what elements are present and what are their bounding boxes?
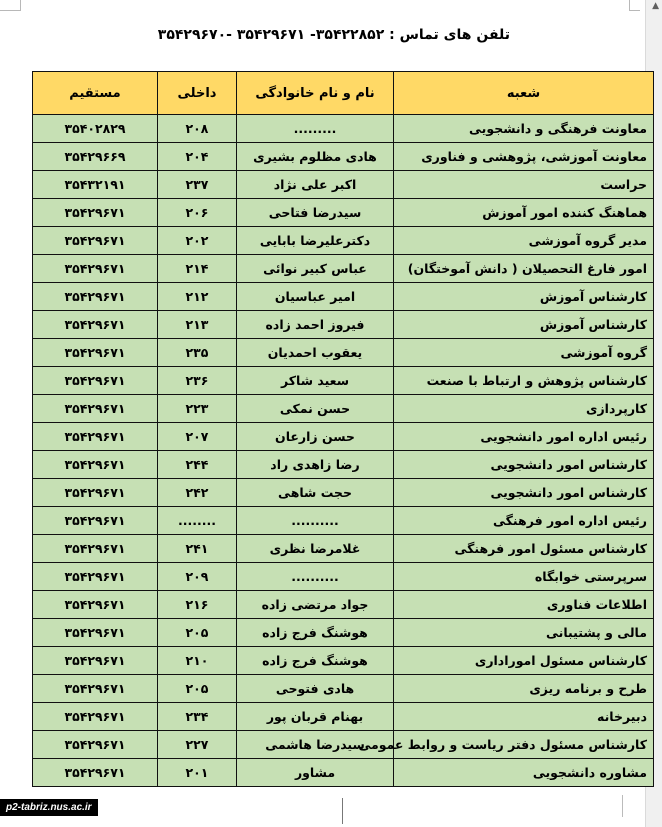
cell-name: امیر عباسیان [237, 283, 394, 311]
cell-department: دبیرخانه [394, 703, 654, 731]
cell-department: کارپردازی [394, 395, 654, 423]
cell-direct: ۳۵۴۲۹۶۷۱ [33, 535, 158, 563]
cell-name: یعقوب احمدیان [237, 339, 394, 367]
cell-name: حسن زارعان [237, 423, 394, 451]
cell-department: مدیر گروه آموزشی [394, 227, 654, 255]
cell-department: معاونت فرهنگی و دانشجویی [394, 115, 654, 143]
cell-extension: ۲۰۵ [158, 619, 237, 647]
cell-department: رئیس اداره امور فرهنگی [394, 507, 654, 535]
cell-name: ......... [237, 115, 394, 143]
cell-direct: ۳۵۴۳۲۱۹۱ [33, 171, 158, 199]
cell-extension: ۲۰۹ [158, 563, 237, 591]
contact-table [32, 71, 654, 787]
cell-extension: ۲۰۶ [158, 199, 237, 227]
cell-name: .......... [237, 563, 394, 591]
cell-department: کارشناس پژوهش و ارتباط با صنعت [394, 367, 654, 395]
header-extension: داخلی [158, 72, 237, 115]
table-row [33, 507, 654, 535]
cell-department: سرپرستی خوابگاه [394, 563, 654, 591]
cell-extension: ۲۲۳ [158, 395, 237, 423]
cell-extension: ۲۰۴ [158, 143, 237, 171]
cell-extension: ........ [158, 507, 237, 535]
header-department: شعبه [394, 72, 654, 115]
table-row [33, 227, 654, 255]
cell-name: حجت شاهی [237, 479, 394, 507]
table-row [33, 199, 654, 227]
cell-direct: ۳۵۴۲۹۶۷۱ [33, 759, 158, 787]
cell-department: اطلاعات فناوری [394, 591, 654, 619]
cell-name: فیروز احمد زاده [237, 311, 394, 339]
cell-name: عباس کبیر نوائی [237, 255, 394, 283]
cell-direct: ۳۵۴۲۹۶۷۱ [33, 619, 158, 647]
cell-extension: ۲۳۴ [158, 703, 237, 731]
table-row [33, 395, 654, 423]
cell-department: کارشناس مسئول اموراداری [394, 647, 654, 675]
cell-department: امور فارغ التحصیلان ( دانش آموختگان) [394, 255, 654, 283]
table-row [33, 759, 654, 787]
cell-extension: ۲۳۵ [158, 339, 237, 367]
source-watermark: p2-tabriz.nus.ac.ir [0, 799, 98, 816]
cell-direct: ۳۵۴۲۹۶۷۱ [33, 283, 158, 311]
cell-direct: ۳۵۴۲۹۶۷۱ [33, 591, 158, 619]
cell-department: کارشناس امور دانشجویی [394, 479, 654, 507]
table-row [33, 479, 654, 507]
cell-direct: ۳۵۴۲۹۶۷۱ [33, 479, 158, 507]
cell-name: جواد مرتضی زاده [237, 591, 394, 619]
cell-department: کارشناس آموزش [394, 311, 654, 339]
table-row [33, 367, 654, 395]
cell-name: اکبر علی نژاد [237, 171, 394, 199]
cell-department: کارشناس مسئول امور فرهنگی [394, 535, 654, 563]
cell-extension: ۲۴۱ [158, 535, 237, 563]
table-row [33, 451, 654, 479]
page-title: تلفن های تماس : ۳۵۴۲۲۸۵۲- ۳۵۴۲۹۶۷۱ -۳۵۴۲۹۶۷۰ [157, 27, 510, 43]
cell-name: بهنام قربان پور [237, 703, 394, 731]
cell-name: هادی فتوحی [237, 675, 394, 703]
cell-extension: ۲۳۷ [158, 171, 237, 199]
cell-extension: ۲۲۷ [158, 731, 237, 759]
table-row [33, 423, 654, 451]
cell-name: مشاور [237, 759, 394, 787]
table-row [33, 115, 654, 143]
cell-direct: ۳۵۴۲۹۶۷۱ [33, 339, 158, 367]
cell-department: کارشناس مسئول دفتر ریاست و روابط عمومی [394, 731, 654, 759]
table-row [33, 283, 654, 311]
page-margin-line [622, 795, 623, 817]
cell-extension: ۲۰۲ [158, 227, 237, 255]
cell-name: سیدرضا هاشمی [237, 731, 394, 759]
cell-department: رئیس اداره امور دانشجویی [394, 423, 654, 451]
header-direct: مستقیم [33, 72, 158, 115]
cell-name: رضا زاهدی راد [237, 451, 394, 479]
cell-name: هادی مظلوم بشیری [237, 143, 394, 171]
cell-direct: ۳۵۴۲۹۶۷۱ [33, 367, 158, 395]
table-row [33, 171, 654, 199]
table-row [33, 647, 654, 675]
cell-name: هوشنگ فرج زاده [237, 647, 394, 675]
cell-direct: ۳۵۴۰۲۸۲۹ [33, 115, 158, 143]
page-corner-mark-left [0, 0, 21, 11]
cell-name: دکترعلیرضا بابایی [237, 227, 394, 255]
table-row [33, 255, 654, 283]
cell-name: غلامرضا نظری [237, 535, 394, 563]
cell-department: مشاوره دانشجویی [394, 759, 654, 787]
cell-department: کارشناس آموزش [394, 283, 654, 311]
cell-name: حسن نمکی [237, 395, 394, 423]
cell-extension: ۲۱۶ [158, 591, 237, 619]
table-row [33, 619, 654, 647]
cell-department: گروه آموزشی [394, 339, 654, 367]
table-row [33, 311, 654, 339]
table-row [33, 535, 654, 563]
cell-department: طرح و برنامه ریزی [394, 675, 654, 703]
header-name: نام و نام خانوادگی [237, 72, 394, 115]
scroll-up-arrow-icon[interactable]: ▲ [652, 1, 659, 11]
page-corner-mark-right [629, 0, 640, 11]
cell-direct: ۳۵۴۲۹۶۶۹ [33, 143, 158, 171]
cell-extension: ۲۰۸ [158, 115, 237, 143]
cell-name: سعید شاکر [237, 367, 394, 395]
text-cursor [342, 798, 343, 824]
cell-department: هماهنگ کننده امور آموزش [394, 199, 654, 227]
cell-direct: ۳۵۴۲۹۶۷۱ [33, 395, 158, 423]
cell-direct: ۳۵۴۲۹۶۷۱ [33, 255, 158, 283]
cell-extension: ۲۰۱ [158, 759, 237, 787]
table-row [33, 563, 654, 591]
cell-extension: ۲۱۴ [158, 255, 237, 283]
cell-extension: ۲۱۳ [158, 311, 237, 339]
cell-department: معاونت آموزشی، پژوهشی و فناوری [394, 143, 654, 171]
table-row [33, 731, 654, 759]
table-body [33, 115, 654, 787]
table-row [33, 591, 654, 619]
table-row [33, 339, 654, 367]
cell-extension: ۲۱۲ [158, 283, 237, 311]
cell-direct: ۳۵۴۲۹۶۷۱ [33, 647, 158, 675]
table-row [33, 143, 654, 171]
cell-name: هوشنگ فرج زاده [237, 619, 394, 647]
table-row [33, 703, 654, 731]
cell-direct: ۳۵۴۲۹۶۷۱ [33, 675, 158, 703]
cell-direct: ۳۵۴۲۹۶۷۱ [33, 227, 158, 255]
cell-name: .......... [237, 507, 394, 535]
cell-direct: ۳۵۴۲۹۶۷۱ [33, 731, 158, 759]
cell-extension: ۲۳۶ [158, 367, 237, 395]
cell-direct: ۳۵۴۲۹۶۷۱ [33, 507, 158, 535]
cell-department: کارشناس امور دانشجویی [394, 451, 654, 479]
cell-extension: ۲۰۷ [158, 423, 237, 451]
cell-direct: ۳۵۴۲۹۶۷۱ [33, 563, 158, 591]
cell-extension: ۲۴۴ [158, 451, 237, 479]
table-row [33, 675, 654, 703]
cell-direct: ۳۵۴۲۹۶۷۱ [33, 703, 158, 731]
cell-direct: ۳۵۴۲۹۶۷۱ [33, 451, 158, 479]
cell-direct: ۳۵۴۲۹۶۷۱ [33, 423, 158, 451]
cell-department: مالی و پشتیبانی [394, 619, 654, 647]
cell-name: سیدرضا فتاحی [237, 199, 394, 227]
cell-extension: ۲۱۰ [158, 647, 237, 675]
table-header-row [33, 72, 654, 115]
cell-direct: ۳۵۴۲۹۶۷۱ [33, 199, 158, 227]
cell-department: حراست [394, 171, 654, 199]
cell-extension: ۲۰۵ [158, 675, 237, 703]
cell-direct: ۳۵۴۲۹۶۷۱ [33, 311, 158, 339]
cell-extension: ۲۴۲ [158, 479, 237, 507]
